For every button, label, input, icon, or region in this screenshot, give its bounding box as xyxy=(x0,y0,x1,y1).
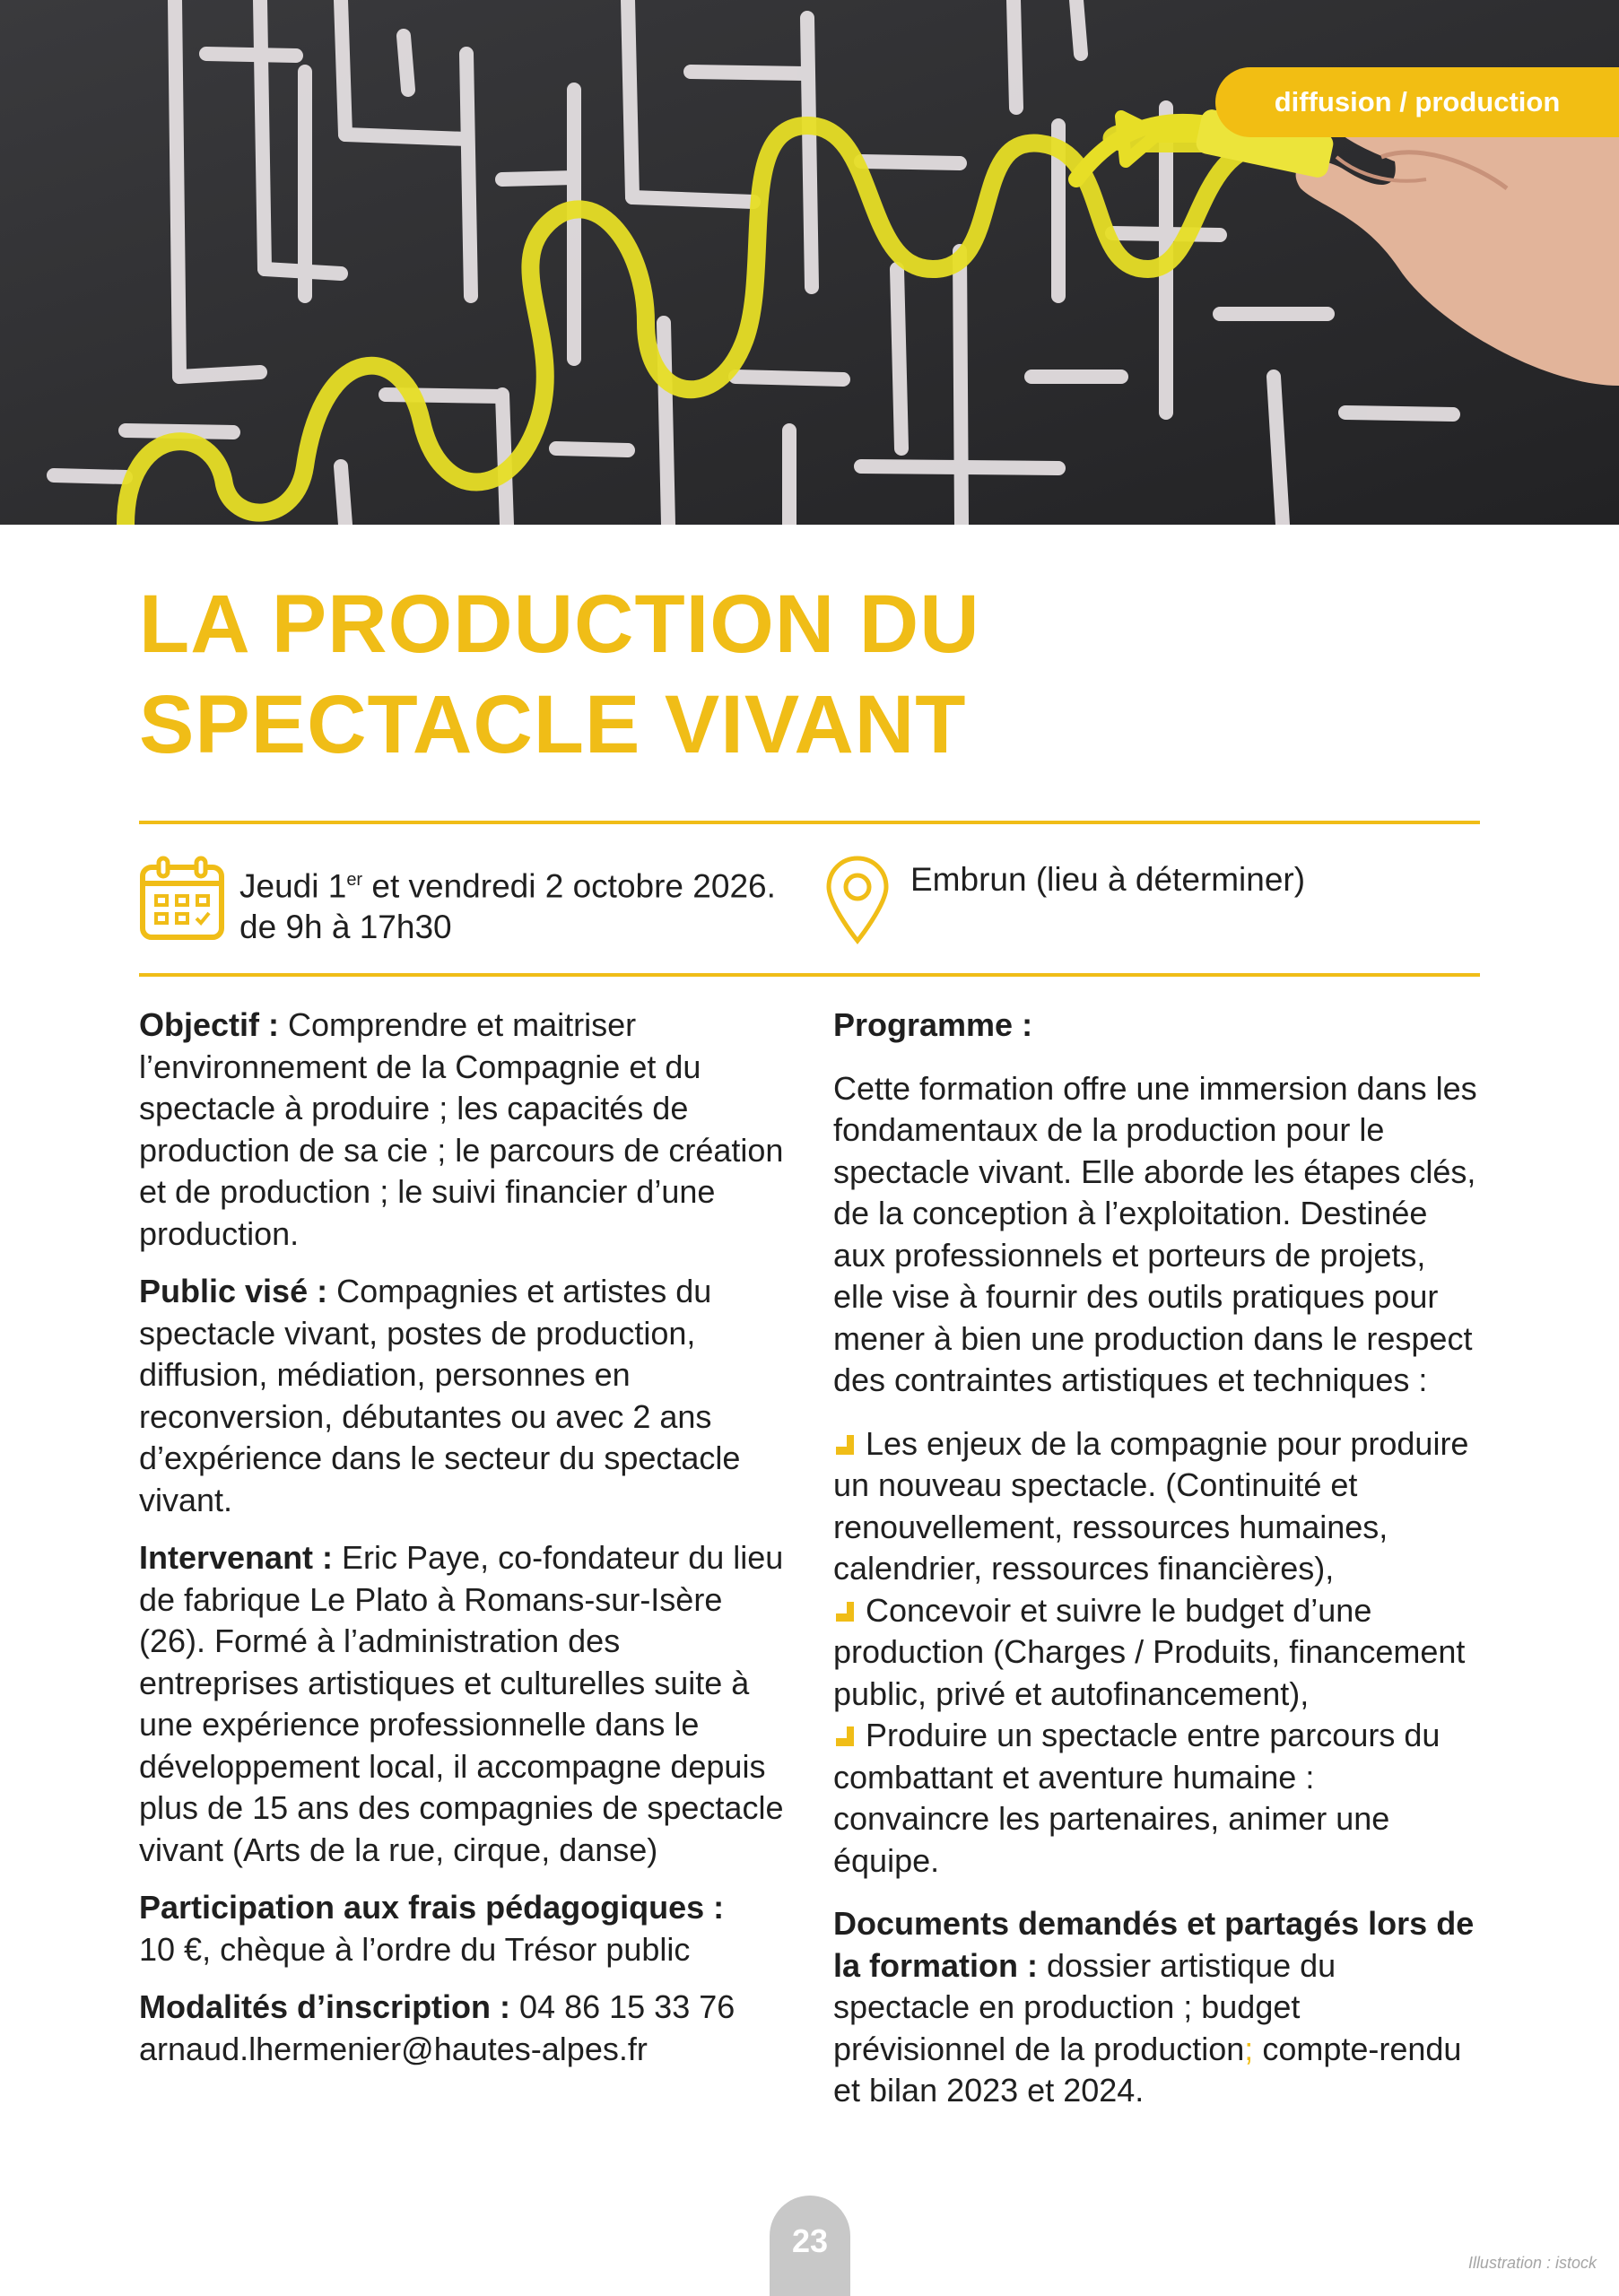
illustration-credit: Illustration : istock xyxy=(1467,2254,1597,2272)
date-text-start: Jeudi 1 xyxy=(239,867,347,905)
intervenant-text: Eric Paye, co-fondateur du lieu de fabrique Le Plato à Romans-sur-Isère (26). Formé à l’administration des entreprises artistiques et culturelles suite à une expérience professionnelle dans le développement local, il accompagne depuis plus de 15 ans des compagnies de spectacle vivant (Arts de la rue, cirque, danse) xyxy=(139,1539,784,1868)
bullet-arrow-icon xyxy=(833,1600,857,1623)
programme-item-text: Concevoir et suivre le budget d’une production (Charges / Produits, financement public, privé et autofinancement), xyxy=(833,1591,1466,1712)
bottom-divider xyxy=(139,973,1480,977)
inscription-label: Modalités d’inscription : xyxy=(139,1988,511,2025)
documents-text-end: compte-rendu et bilan 2023 et 2024. xyxy=(833,2030,1462,2109)
programme-item-text: Produire un spectacle entre parcours du combattant et aventure humaine : convaincre les partenaires, animer une équipe. xyxy=(833,1717,1441,1879)
inscription-paragraph xyxy=(139,1987,785,2070)
category-tag: diffusion / production xyxy=(1215,67,1619,137)
date-superscript: er xyxy=(346,870,363,890)
public-label: Public visé : xyxy=(139,1273,328,1309)
right-column xyxy=(833,1004,1479,2128)
top-divider xyxy=(139,821,1480,824)
time-text: de 9h à 17h30 xyxy=(239,909,452,946)
inscription-phone: 04 86 15 33 76 xyxy=(510,1988,736,2025)
hero-illustration xyxy=(0,0,1619,525)
intervenant-label: Intervenant : xyxy=(139,1539,334,1576)
left-column xyxy=(139,1004,785,2086)
intervenant-paragraph xyxy=(139,1537,785,1871)
documents-paragraph xyxy=(833,1903,1479,2112)
programme-item-text: Les enjeux de la compagnie pour produire un nouveau spectacle. (Continuité et renouvellement, ressources humaines, calendrier, ressources financières), xyxy=(833,1424,1469,1587)
programme-intro: Cette formation offre une immersion dans les fondamentaux de la production pour le spectacle vivant. Elle aborde les étapes clés, de la conception à l’exploitation. Destinée aux professionnels et porteurs de projets, elle vise à fournir des outils pratiques pour mener à bien une production dans le respect des contraintes artistiques et techniques : xyxy=(833,1069,1477,1398)
date-info xyxy=(239,859,776,948)
page-title: LA PRODUCTION DU SPECTACLE VIVANT xyxy=(139,578,980,770)
page-number: 23 xyxy=(770,2196,850,2296)
public-paragraph xyxy=(139,1271,785,1521)
documents-text: dossier artistique du spectacle en production ; budget prévisionnel de la production xyxy=(833,1946,1336,2067)
frais-text: 10 €, chèque à l’ordre du Trésor public xyxy=(139,1930,691,1968)
documents-label: Documents demandés et partagés lors de la formation : xyxy=(833,1905,1475,1984)
bullet-arrow-icon xyxy=(833,1725,857,1748)
objectif-paragraph xyxy=(139,1004,785,1255)
programme-label: Programme : xyxy=(833,1006,1033,1043)
public-text: Compagnies et artistes du spectacle vivant, postes de production, diffusion, médiation, personnes en reconversion, débutantes ou avec 2 ans d’expérience dans le secteur du spectacle vivant. xyxy=(139,1273,741,1518)
objectif-label: Objectif : xyxy=(139,1006,280,1043)
location-pin-icon xyxy=(823,855,892,944)
inscription-email[interactable]: arnaud.lhermenier@hautes-alpes.fr xyxy=(139,2030,648,2067)
location-text: Embrun (lieu à déterminer) xyxy=(910,861,1306,898)
programme-item xyxy=(833,1715,1479,1882)
objectif-text: Comprendre et maitriser l’environnement de la Compagnie et du spectacle à produire ; les capacités de production de sa cie ; le parcours de création et de production ; le suivi financier d’une production. xyxy=(139,1006,784,1252)
programme-item xyxy=(833,1423,1479,1590)
bullet-arrow-icon xyxy=(833,1433,857,1457)
frais-paragraph xyxy=(139,1887,785,1970)
calendar-icon xyxy=(139,855,225,941)
programme-item xyxy=(833,1590,1479,1716)
date-text-end: et vendredi 2 octobre 2026. xyxy=(362,867,776,905)
frais-label: Participation aux frais pédagogiques : xyxy=(139,1889,725,1926)
documents-separator: ; xyxy=(1244,2030,1254,2067)
